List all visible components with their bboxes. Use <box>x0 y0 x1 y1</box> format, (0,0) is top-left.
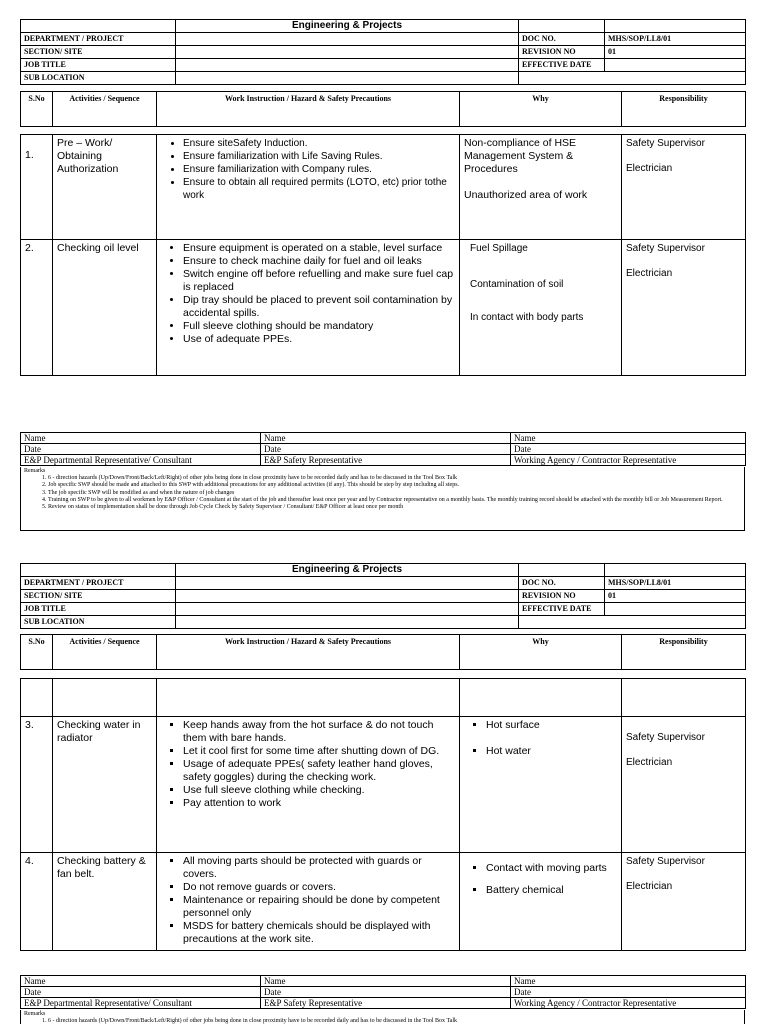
section-label: SECTION/ SITE <box>21 46 176 59</box>
name-field: Name <box>511 976 746 987</box>
row-instructions <box>157 135 460 240</box>
resp-text: Safety Supervisor <box>626 138 705 149</box>
col-sno: S.No <box>21 92 53 127</box>
remark-item: 3. The job specific SWP will be modified as and when the nature of job changes <box>48 490 741 497</box>
row-responsibility <box>622 135 746 240</box>
row-activity: Pre – Work/ Obtaining Authorization <box>53 135 157 240</box>
date-field: Date <box>21 444 261 455</box>
row-activity: Checking oil level <box>53 240 157 376</box>
list-item: ▪ Use full sleeve clothing while checking. <box>183 784 455 797</box>
col-instruction: Work Instruction / Hazard & Safety Precautions <box>157 635 460 670</box>
list-item: ▪ Battery chemical <box>486 884 617 897</box>
list-item: • Ensure to obtain all required permits (LOTO, etc) prior tothe work <box>183 176 455 202</box>
doc-label: DOC NO. <box>519 33 605 46</box>
row-why <box>460 717 622 853</box>
row-why <box>460 853 622 951</box>
sub-label: SUB LOCATION <box>21 72 176 85</box>
rep-contractor: Working Agency / Contractor Representative <box>511 455 746 466</box>
column-header-table <box>20 634 746 670</box>
eff-label: EFFECTIVE DATE <box>519 59 605 72</box>
col-why: Why <box>460 92 622 127</box>
row-activity: Checking battery & fan belt. <box>53 853 157 951</box>
remarks-box <box>20 1010 745 1024</box>
list-item: ▪ Hot water <box>486 745 617 758</box>
doc-label: DOC NO. <box>519 577 605 590</box>
list-item: • Ensure siteSafety Induction. <box>183 137 455 150</box>
col-responsibility: Responsibility <box>622 635 746 670</box>
resp-text: Electrician <box>626 163 673 174</box>
remark-item: 1. 6 - direction hazards (Up/Down/Front/Back/Left/Right) of other jobs being done in close proximity have to be recorded daily and has to be discussed in the Tool Box Talk <box>48 475 741 482</box>
remark-item: 4. Training on SWP to be given to all workmen by E&P Officer / Consultant at the start of the job and thereafter least once per year and by Contractor representative on a monthly basis. The monthly training record should be attached with the monthly bill or Job Measurement Report. <box>48 497 741 504</box>
name-field: Name <box>21 976 261 987</box>
row-responsibility <box>622 240 746 376</box>
dept-label: DEPARTMENT / PROJECT <box>21 33 176 46</box>
doc-value: MHS/SOP/LL8/01 <box>605 33 746 46</box>
remark-item: 5. Review on status of implementation shall be done through Job Cycle Check by Safety Supervisor / Consultant/ E&P Officer at least once per month <box>48 504 741 511</box>
eff-value <box>605 59 746 72</box>
col-sno: S.No <box>21 635 53 670</box>
why-text: Non-compliance of HSE Management System & Procedures <box>464 137 577 175</box>
list-item: • Full sleeve clothing should be mandatory <box>183 320 455 333</box>
table-row <box>21 135 746 240</box>
col-responsibility: Responsibility <box>622 92 746 127</box>
list-item: • Ensure to check machine daily for fuel and oil leaks <box>183 255 455 268</box>
remark-item: 1. 6 - direction hazards (Up/Down/Front/Back/Left/Right) of other jobs being done in close proximity have to be recorded daily and has to be discussed in the Tool Box Talk <box>48 1018 741 1024</box>
org-title: Engineering & Projects <box>176 20 519 33</box>
list-item: ▪ Hot surface <box>486 719 617 732</box>
activity-table <box>20 678 746 951</box>
org-title: Engineering & Projects <box>176 564 519 577</box>
why-text: Unauthorized area of work <box>464 189 588 201</box>
row-instructions <box>157 717 460 853</box>
remarks-title: Remarks <box>24 468 46 474</box>
row-sno: 2. <box>21 240 53 376</box>
list-item: ▪ Let it cool first for some time after shutting down of DG. <box>183 745 455 758</box>
resp-text: Electrician <box>626 757 673 768</box>
remarks-box <box>20 467 745 531</box>
sub-label: SUB LOCATION <box>21 616 176 629</box>
col-activities: Activities / Sequence <box>53 92 157 127</box>
list-item: ▪ Do not remove guards or covers. <box>183 881 455 894</box>
list-item: ▪ Usage of adequate PPEs( safety leather hand gloves, safety goggles) during the checking work. <box>183 758 455 784</box>
list-item: • Ensure familiarization with Life Saving Rules. <box>183 150 455 163</box>
rep-contractor: Working Agency / Contractor Representative <box>511 998 746 1009</box>
list-item: ▪ MSDS for battery chemicals should be displayed with precautions at the work site. <box>183 920 455 946</box>
row-why <box>460 135 622 240</box>
dept-label: DEPARTMENT / PROJECT <box>21 577 176 590</box>
list-item: • Dip tray should be placed to prevent soil contamination by accidental spills. <box>183 294 455 320</box>
table-row <box>21 853 746 951</box>
resp-text: Safety Supervisor <box>626 243 705 254</box>
date-field: Date <box>511 444 746 455</box>
signoff-table <box>20 975 746 1009</box>
table-row <box>21 717 746 853</box>
remarks-title: Remarks <box>24 1011 46 1017</box>
rep-departmental: E&P Departmental Representative/ Consultant <box>21 455 261 466</box>
why-text: In contact with body parts <box>470 312 584 323</box>
row-sno: 1. <box>21 135 53 240</box>
why-text: Fuel Spillage <box>470 243 528 254</box>
list-item: ▪ Contact with moving parts <box>486 855 617 882</box>
list-item: ▪ Keep hands away from the hot surface & do not touch them with bare hands. <box>183 719 455 745</box>
row-responsibility <box>622 717 746 853</box>
list-item: • Use of adequate PPEs. <box>183 333 455 346</box>
list-item: ▪ Maintenance or repairing should be done by competent personnel only <box>183 894 455 920</box>
list-item: • Ensure familiarization with Company rules. <box>183 163 455 176</box>
rep-safety: E&P Safety Representative <box>261 455 511 466</box>
remark-item: 2. Job specific SWP should be made and attached to this SWP with additional precautions for any additional activities (if any). This should be step by step including all steps. <box>48 482 741 489</box>
col-instruction: Work Instruction / Hazard & Safety Precautions <box>157 92 460 127</box>
row-activity: Checking water in radiator <box>53 717 157 853</box>
rev-label: REVISION NO <box>519 590 605 603</box>
rep-departmental: E&P Departmental Representative/ Consultant <box>21 998 261 1009</box>
why-text: Contamination of soil <box>470 279 564 290</box>
resp-text: Electrician <box>626 268 673 279</box>
section-label: SECTION/ SITE <box>21 590 176 603</box>
rev-value: 01 <box>605 590 746 603</box>
name-field: Name <box>21 433 261 444</box>
resp-text: Electrician <box>626 881 673 892</box>
col-why: Why <box>460 635 622 670</box>
rev-label: REVISION NO <box>519 46 605 59</box>
date-field: Date <box>261 987 511 998</box>
name-field: Name <box>261 976 511 987</box>
eff-value <box>605 603 746 616</box>
row-instructions <box>157 240 460 376</box>
list-item: ▪ All moving parts should be protected with guards or covers. <box>183 855 455 881</box>
doc-value: MHS/SOP/LL8/01 <box>605 577 746 590</box>
date-field: Date <box>261 444 511 455</box>
table-row <box>21 240 746 376</box>
job-label: JOB TITLE <box>21 59 176 72</box>
row-sno: 4. <box>21 853 53 951</box>
rev-value: 01 <box>605 46 746 59</box>
list-item: • Ensure equipment is operated on a stable, level surface <box>183 242 455 255</box>
eff-label: EFFECTIVE DATE <box>519 603 605 616</box>
list-item: ▪ Pay attention to work <box>183 797 455 810</box>
list-item: • Switch engine off before refuelling and make sure fuel cap is replaced <box>183 268 455 294</box>
doc-header-table <box>20 563 746 629</box>
activity-table <box>20 134 746 376</box>
rep-safety: E&P Safety Representative <box>261 998 511 1009</box>
column-header-table <box>20 91 746 127</box>
signoff-table <box>20 432 746 466</box>
date-field: Date <box>511 987 746 998</box>
doc-header-table <box>20 19 746 85</box>
row-why <box>460 240 622 376</box>
col-activities: Activities / Sequence <box>53 635 157 670</box>
resp-text: Safety Supervisor <box>626 856 705 867</box>
date-field: Date <box>21 987 261 998</box>
table-row <box>21 679 746 717</box>
name-field: Name <box>511 433 746 444</box>
name-field: Name <box>261 433 511 444</box>
resp-text: Safety Supervisor <box>626 732 705 743</box>
row-sno: 3. <box>21 717 53 853</box>
row-responsibility <box>622 853 746 951</box>
job-label: JOB TITLE <box>21 603 176 616</box>
row-instructions <box>157 853 460 951</box>
